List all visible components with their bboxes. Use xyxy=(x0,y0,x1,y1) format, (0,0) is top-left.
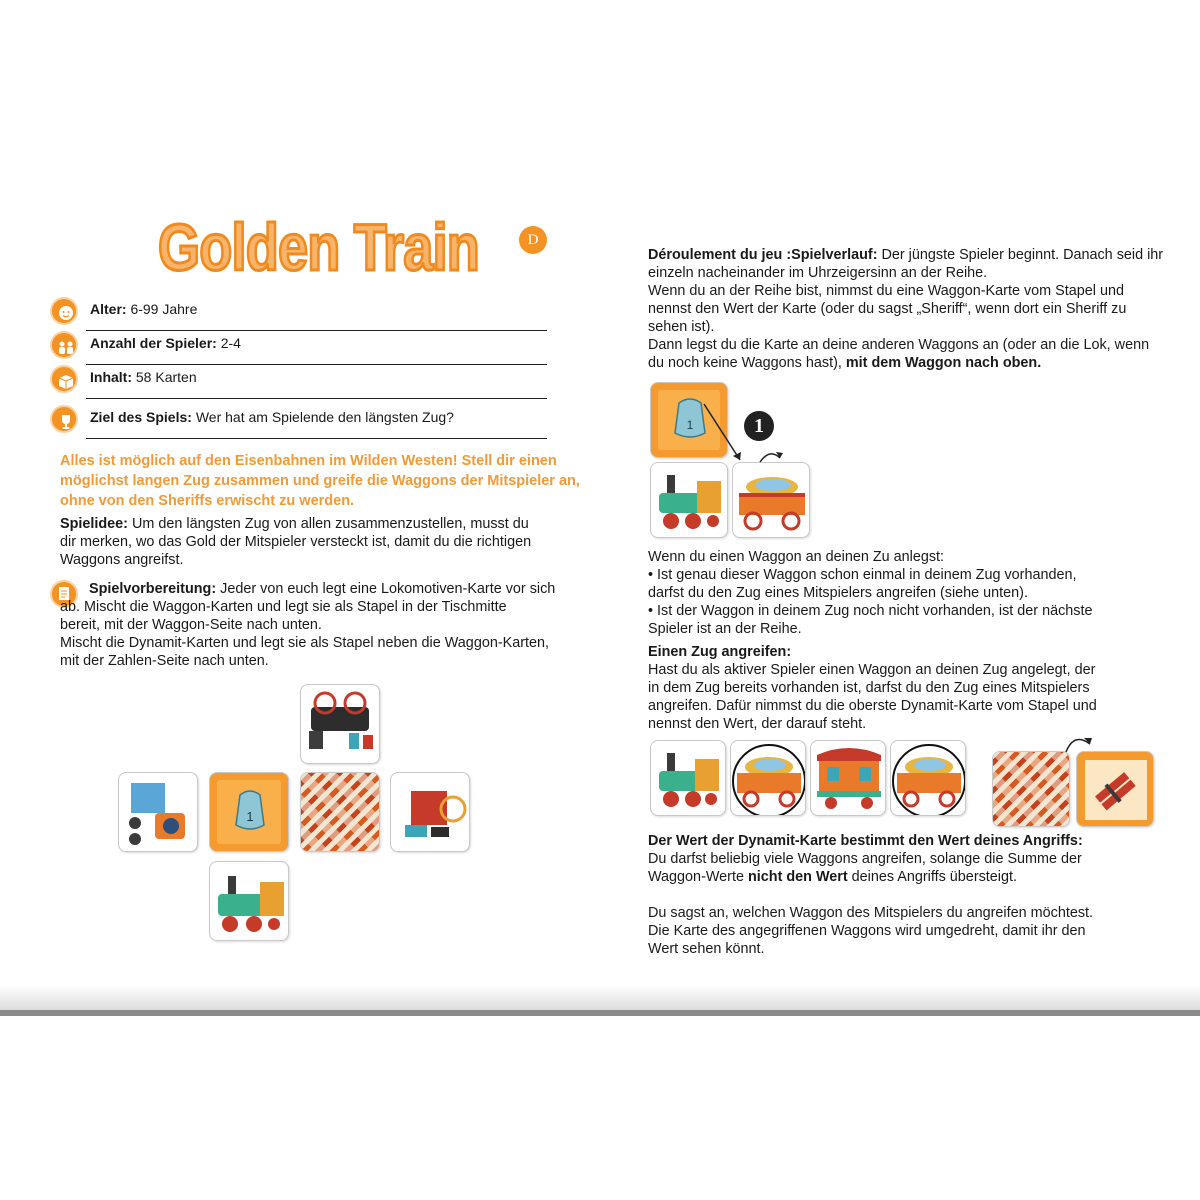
vorbereitung-line: bereit, mit der Waggon-Seite nach unten. xyxy=(60,617,322,633)
anlegen-line: Wenn du einen Waggon an deinen Zu anlegst: xyxy=(648,549,945,565)
locomotive-card-right xyxy=(390,772,470,852)
spielidee-line: Waggons angreifst. xyxy=(60,552,184,568)
page-shadow xyxy=(0,985,1200,1010)
wert-line: Wert sehen könnt. xyxy=(648,941,765,957)
wert-line: Du sagst an, welchen Waggon des Mitspielers du angreifen möchtest. xyxy=(648,905,1094,921)
card-pattern xyxy=(301,773,379,851)
ablauf-paragraph xyxy=(648,246,1168,372)
ablauf-label: Déroulement du jeu :Spielverlauf: xyxy=(648,247,878,263)
wert-bold: nicht den Wert xyxy=(747,869,848,885)
angreifen-line: Hast du als aktiver Spieler einen Waggon an deinen Zug angelegt, der xyxy=(648,662,1096,678)
wert-line: Die Karte des angegriffenen Waggons wird umgedreht, damit ihr den xyxy=(648,923,1086,939)
content-label: Inhalt: xyxy=(90,369,132,385)
box-icon xyxy=(50,365,78,393)
wert-line: Du darfst beliebig viele Waggons angreifen, solange die Summe der xyxy=(648,851,1082,867)
players-value: 2-4 xyxy=(216,335,241,351)
ablauf-line: Wenn du an der Reihe bist, nimmst du eine Waggon-Karte vom Stapel und xyxy=(648,283,1124,299)
locomotive-card xyxy=(650,740,726,816)
dynamite-card-front xyxy=(1076,751,1154,827)
angreifen-line: nennst den Wert, der darauf steht. xyxy=(648,716,867,732)
anlegen-line: • Ist genau dieser Waggon schon einmal in deinem Zug vorhanden, xyxy=(648,567,1077,583)
ablauf-bold: mit dem Waggon nach oben. xyxy=(845,355,1042,371)
anlegen-line: • Ist der Waggon in deinem Zug noch nicht vorhanden, ist der nächste xyxy=(648,603,1093,619)
intro-line: möglichst langen Zug zusammen und greife die Waggons der Mitspieler an, xyxy=(60,473,580,489)
angreifen-line: angreifen. Dafür nimmst du die oberste Dynamit-Karte vom Stapel und xyxy=(648,698,1097,714)
locomotive-card-bottom xyxy=(209,861,289,941)
intro-line: ohne von den Sheriffs erwischt zu werden. xyxy=(60,493,355,509)
ablauf-line: sehen ist). xyxy=(648,319,715,335)
passenger-waggon-card xyxy=(810,740,886,816)
gold-waggon-card xyxy=(732,462,810,538)
vorbereitung-line: Mischt die Dynamit-Karten und legt sie als Stapel neben die Waggon-Karten, xyxy=(60,635,550,651)
spielidee-paragraph xyxy=(60,515,580,569)
anlegen-line: darfst du den Zug eines Mitspielers angreifen (siehe unten). xyxy=(648,585,1028,601)
spielidee-label: Spielidee: xyxy=(60,516,128,532)
trophy-icon xyxy=(50,405,78,433)
ablauf-line: du noch keine Waggons hast), xyxy=(648,355,846,371)
vorbereitung-line: ab. Mischt die Waggon-Karten und legt sie als Stapel in der Tischmitte xyxy=(60,599,507,615)
angreifen-heading: Einen Zug angreifen: xyxy=(648,644,792,660)
intro-line: Alles ist möglich auf den Eisenbahnen im Wilden Westen! Stell dir einen xyxy=(60,453,557,469)
spielidee-line: dir merken, wo das Gold der Mitspieler versteckt ist, damit du die richtigen xyxy=(60,534,532,550)
flip-arrow-icon xyxy=(1060,730,1096,754)
ablauf-line: Der jüngste Spieler beginnt. Danach seid ihr xyxy=(877,247,1164,263)
anlegen-paragraph xyxy=(648,548,1168,638)
game-title: Golden Train xyxy=(158,210,479,284)
flip-arrow-icon xyxy=(756,448,786,464)
gold-waggon-card-circled xyxy=(890,740,966,816)
vorbereitung-paragraph xyxy=(60,580,580,670)
divider xyxy=(86,398,547,399)
viewer-status-bar xyxy=(0,1010,1200,1016)
child-face-icon xyxy=(50,297,78,325)
waggon-card-back xyxy=(209,772,289,852)
info-row-players xyxy=(50,331,547,361)
goal-label: Ziel des Spiels: xyxy=(90,409,192,425)
info-row-goal xyxy=(50,405,547,435)
goal-value: Wer hat am Spielende den längsten Zug? xyxy=(191,409,454,425)
info-row-age xyxy=(50,297,547,327)
angreifen-paragraph xyxy=(648,643,1168,733)
wert-paragraph xyxy=(648,832,1168,958)
spacer xyxy=(648,886,1168,904)
anlegen-line: Spieler ist an der Reihe. xyxy=(648,621,802,637)
ablauf-line: einzeln nacheinander im Uhrzeigersinn an der Reihe. xyxy=(648,265,988,281)
placement-arrow-icon xyxy=(700,400,750,470)
content-value: 58 Karten xyxy=(132,369,197,385)
step-number-badge: 1 xyxy=(744,411,774,441)
angreifen-line: in dem Zug bereits vorhanden ist, darfst du den Zug eines Mitspielers xyxy=(648,680,1090,696)
wert-line: Waggon-Werte xyxy=(648,869,748,885)
wert-heading: Der Wert der Dynamit-Karte bestimmt den Wert deines Angriffs: xyxy=(648,833,1083,849)
gold-waggon-card-circled xyxy=(730,740,806,816)
age-label: Alter: xyxy=(90,301,127,317)
divider xyxy=(86,438,547,439)
card-pattern xyxy=(993,752,1069,826)
spielidee-line: Um den längsten Zug von allen zusammenzustellen, musst du xyxy=(127,516,529,532)
players-icon xyxy=(50,331,78,359)
intro-text xyxy=(60,451,580,511)
ablauf-line: nennst den Wert der Karte (oder du sagst „Sheriff“, wenn dort ein Sheriff zu xyxy=(648,301,1127,317)
ablauf-line: Dann legst du die Karte an deine anderen Waggons an (oder an die Lok, wenn xyxy=(648,337,1150,353)
vorbereitung-label: Spielvorbereitung: xyxy=(89,581,217,597)
vorbereitung-line: Jeder von euch legt eine Lokomotiven-Karte vor sich xyxy=(216,581,556,597)
card-value-text: 1 xyxy=(686,418,694,432)
dynamite-card-back xyxy=(992,751,1070,827)
locomotive-card-left xyxy=(118,772,198,852)
language-badge: D xyxy=(519,226,547,254)
dynamite-card-back xyxy=(300,772,380,852)
locomotive-card-top xyxy=(300,684,380,764)
locomotive-card xyxy=(650,462,728,538)
players-label: Anzahl der Spieler: xyxy=(90,335,217,351)
wert-line: deines Angriffs übersteigt. xyxy=(847,869,1018,885)
card-value-text: 1 xyxy=(246,809,254,824)
vorbereitung-line: mit der Zahlen-Seite nach unten. xyxy=(60,653,269,669)
age-value: 6-99 Jahre xyxy=(126,301,198,317)
info-row-content xyxy=(50,365,547,395)
